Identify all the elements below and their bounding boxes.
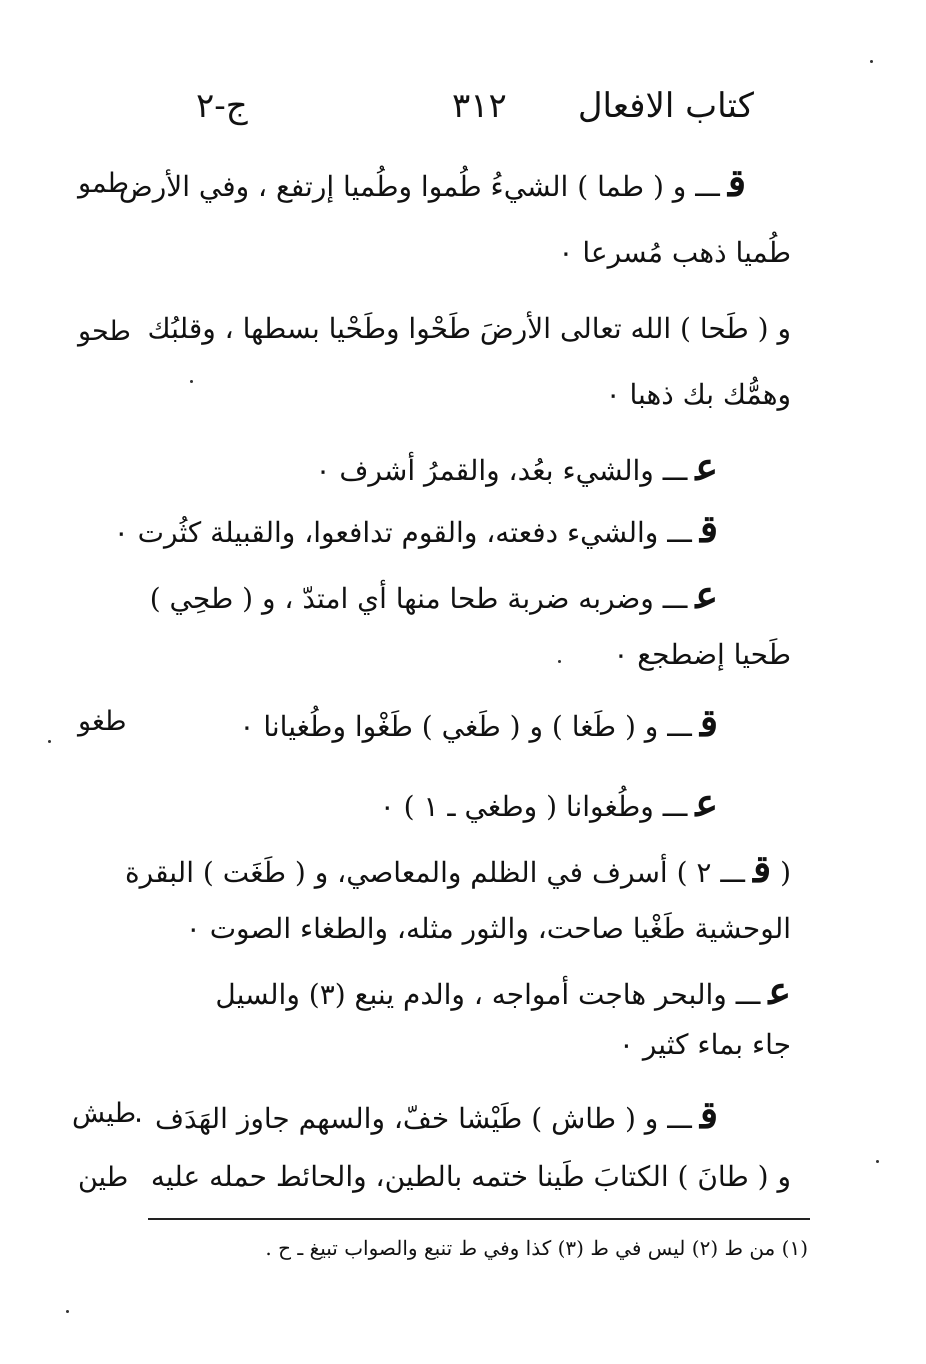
page-number: ٣١٢ xyxy=(452,86,507,126)
source-marker: ق xyxy=(699,1092,718,1137)
line-text: و ( طَحا ) الله تعالى الأرضَ طَحْوا وطَحْيا بسطها ، وقلبُك xyxy=(147,312,791,345)
open-paren: ( xyxy=(780,856,791,889)
scan-speck xyxy=(48,740,51,743)
text-line xyxy=(150,572,718,617)
margin-root: طحو xyxy=(78,316,131,347)
text-line xyxy=(125,846,791,891)
line-text: جاء بماء كثير ٠ xyxy=(618,1028,791,1061)
source-marker: ع xyxy=(695,780,718,825)
line-text: ـــ و ( طَغا ) و ( طَغي ) طَغْوا وطُغيانا ٠ xyxy=(239,710,692,743)
line-text: وهمُّك بك ذهبا ٠ xyxy=(605,378,791,411)
scan-speck xyxy=(190,380,193,383)
line-text: طُميا ذهب مُسرعا ٠ xyxy=(558,236,791,269)
text-line xyxy=(558,236,791,269)
text-line xyxy=(131,1092,718,1137)
scan-speck xyxy=(66,1310,69,1313)
source-marker: ق xyxy=(727,160,746,205)
scan-speck xyxy=(876,1160,879,1163)
margin-root: طيش xyxy=(72,1098,137,1129)
line-text: ـــ والشيء بعُد، والقمرُ أشرف ٠ xyxy=(315,454,688,487)
margin-root: طمو xyxy=(78,168,130,199)
line-text: ـــ وطُغوانا ( وطغي ـ ١ ) ٠ xyxy=(379,790,688,823)
text-line xyxy=(380,780,718,825)
line-text: ـــ و ( طما ) الشيءُ طُموا وطُميا إرتفع ، وفي الأرض xyxy=(118,170,720,203)
source-marker: ق xyxy=(699,700,718,745)
line-text: و ( طانَ ) الكتابَ طَينا ختمه بالطين، والحائط حمله عليه xyxy=(150,1160,791,1193)
margin-root: طغو xyxy=(78,706,127,737)
source-marker: ع xyxy=(768,968,791,1013)
text-line xyxy=(186,912,791,945)
scan-speck xyxy=(870,60,873,63)
footnote: (١) من ط (٢) ليس في ط (٣) كذا وفي ط تنبع والصواب تبيغ ـ ح . xyxy=(265,1236,808,1260)
text-line xyxy=(613,638,791,671)
line-text: ـــ و ( طاش ) طَيْشا خفّ، والسهم جاوز الهَدَف ٠ xyxy=(131,1102,692,1135)
text-line xyxy=(151,1160,791,1193)
volume-label: ج-٢ xyxy=(196,86,248,126)
line-text: ـــ والبحر هاجت أمواجه ، والدم ينبع (٣) والسيل xyxy=(215,978,761,1011)
line-text: ـــ والشيء دفعته، والقوم تدافعوا، والقبيلة كثُرت ٠ xyxy=(113,516,692,549)
text-line xyxy=(315,444,718,489)
text-line xyxy=(619,1028,791,1061)
line-text: طَحيا إضطجع ٠ xyxy=(613,638,791,671)
text-line xyxy=(215,968,791,1013)
text-line xyxy=(606,378,791,411)
footnote-rule xyxy=(148,1218,810,1220)
text-line xyxy=(239,700,718,745)
line-text: ـــ وضربه ضربة طحا منها أي امتدّ ، و ( طحِي ) xyxy=(149,582,688,615)
line-text: ـــ ٢ ) أسرف في الظلم والمعاصي، و ( طَغَت ) البقرة xyxy=(124,856,745,889)
text-line xyxy=(119,160,746,205)
text-line xyxy=(148,312,791,345)
text-line xyxy=(114,506,718,551)
line-text: الوحشية طَغْيا صاحت، والثور مثله، والطغاء الصوت ٠ xyxy=(185,912,791,945)
source-marker: ع xyxy=(695,444,718,489)
source-marker: ق xyxy=(699,506,718,551)
book-title: كتاب الافعال xyxy=(577,86,754,126)
source-marker: ع xyxy=(695,572,718,617)
source-marker: ق xyxy=(752,846,772,891)
margin-root: طين xyxy=(78,1162,129,1193)
scan-speck xyxy=(558,660,561,663)
